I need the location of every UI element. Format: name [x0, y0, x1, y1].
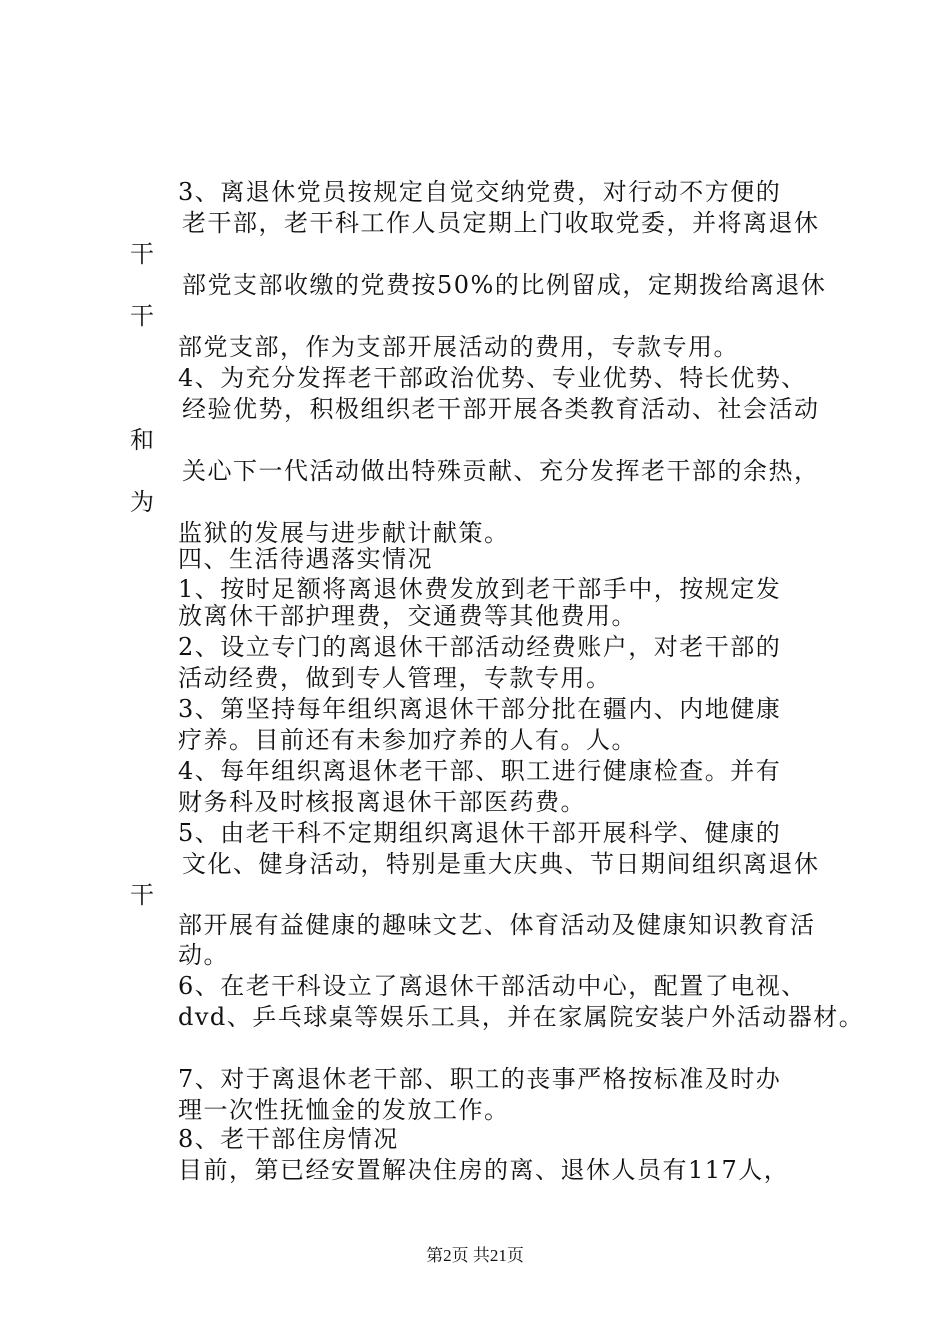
page-number: 第2页 共21页	[426, 1246, 524, 1265]
text-line: 理一次性抚恤金的发放工作。	[178, 1096, 510, 1124]
text-line: 5、由老干科不定期组织离退休干部开展科学、健康的	[178, 819, 782, 847]
text-line: 4、每年组织离退休老干部、职工进行健康检查。并有	[178, 757, 782, 785]
text-line: 动。	[178, 941, 229, 969]
text-line: 目前，第已经安置解决住房的离、退休人员有117人，	[178, 1156, 790, 1184]
text-line: 6、在老干科设立了离退休干部活动中心，配置了电视、	[178, 972, 807, 1000]
text-line: 为	[130, 488, 156, 516]
text-line: 3、第坚持每年组织离退休干部分批在疆内、内地健康	[178, 695, 782, 723]
text-line: 和	[130, 426, 156, 454]
text-line: 2、设立专门的离退休干部活动经费账户，对老干部的	[178, 633, 782, 661]
text-line: 3、离退休党员按规定自觉交纳党费，对行动不方便的	[178, 178, 782, 206]
text-line: 7、对于离退休老干部、职工的丧事严格按标准及时办	[178, 1065, 782, 1093]
text-line: 干	[130, 302, 156, 330]
text-line: 部开展有益健康的趣味文艺、体育活动及健康知识教育活	[178, 911, 816, 939]
text-line: 8、老干部住房情况	[178, 1125, 399, 1153]
text-line: 1、按时足额将离退休费发放到老干部手中，按规定发	[178, 575, 782, 603]
text-line: 经验优势，积极组织老干部开展各类教育活动、社会活动	[182, 395, 820, 423]
text-line: 活动经费，做到专人管理，专款专用。	[178, 664, 612, 692]
text-line: 部党支部，作为支部开展活动的费用，专款专用。	[178, 333, 739, 361]
text-line: 干	[130, 881, 156, 909]
text-line: 干	[130, 240, 156, 268]
section-heading: 四、生活待遇落实情况	[178, 545, 433, 573]
text-line: 放离休干部护理费，交通费等其他费用。	[178, 602, 637, 630]
text-line: 部党支部收缴的党费按50%的比例留成，定期拨给离退休	[182, 271, 827, 299]
text-line: 文化、健身活动，特别是重大庆典、节日期间组织离退休	[182, 850, 820, 878]
text-line: 关心下一代活动做出特殊贡献、充分发挥老干部的余热，	[182, 457, 820, 485]
text-line: 4、为充分发挥老干部政治优势、专业优势、特长优势、	[178, 364, 807, 392]
text-line: 老干部，老干科工作人员定期上门收取党委，并将离退休	[182, 209, 820, 237]
text-line: dvd、乒乓球桌等娱乐工具，并在家属院安装户外活动器材。	[178, 1003, 865, 1031]
text-line: 疗养。目前还有未参加疗养的人有。人。	[178, 726, 637, 754]
text-line: 财务科及时核报离退休干部医药费。	[178, 788, 586, 816]
text-line: 监狱的发展与进步献计献策。	[178, 519, 510, 547]
